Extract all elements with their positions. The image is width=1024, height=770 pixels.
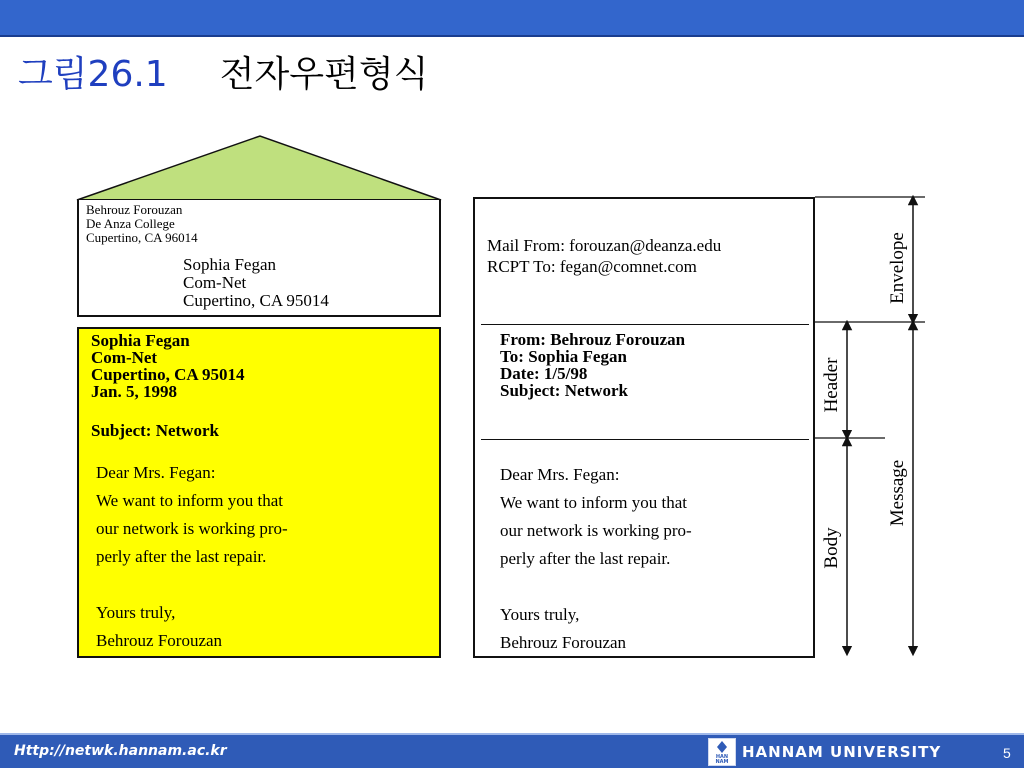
figure-number: 그림26.1 — [18, 54, 168, 95]
letter-heading-line: Sophia Fegan — [91, 331, 190, 350]
footer-bar — [0, 735, 1024, 768]
page-number: 5 — [1003, 745, 1011, 761]
letter-heading-line: Jan. 5, 1998 — [91, 382, 177, 401]
letter-heading-line: Cupertino, CA 95014 — [91, 365, 245, 384]
envelope-line: Mail From: forouzan@deanza.edu — [487, 236, 722, 255]
top-banner — [0, 0, 1024, 35]
body-line: Behrouz Forouzan — [500, 633, 627, 652]
body-line: Dear Mrs. Fegan: — [500, 465, 620, 484]
body-line: perly after the last repair. — [500, 549, 671, 568]
postal-envelope — [77, 199, 441, 317]
envelope-flap — [75, 134, 445, 202]
recipient-line: Cupertino, CA 95014 — [183, 291, 329, 310]
letter-heading — [91, 332, 244, 400]
header-line: To: Sophia Fegan — [500, 347, 627, 366]
footer-url-link[interactable]: Http://netwk.hannam.ac.kr — [14, 743, 227, 759]
top-banner-rule — [0, 35, 1024, 37]
letter-subject: Subject: Network — [91, 421, 219, 440]
header-line: From: Behrouz Forouzan — [500, 330, 686, 349]
email-envelope — [487, 235, 721, 277]
recipient-line: Com-Net — [183, 273, 247, 292]
body-label: Body — [821, 527, 842, 569]
letter-body-line: Behrouz Forouzan — [96, 631, 223, 650]
header-line: Subject: Network — [500, 381, 628, 400]
section-brackets — [815, 190, 935, 665]
university-logo-icon — [708, 738, 736, 766]
letter-body-line: perly after the last repair. — [96, 547, 267, 566]
letter-body-line: our network is working pro- — [96, 519, 288, 538]
body-line — [500, 573, 692, 601]
envelope-header-divider — [481, 324, 809, 325]
body-line: our network is working pro- — [500, 521, 692, 540]
letter-body — [96, 459, 288, 655]
letter-body-line: Yours truly, — [96, 603, 176, 622]
body-line: We want to inform you that — [500, 493, 688, 512]
sender-line: De Anza College — [86, 216, 175, 231]
body-line: Yours truly, — [500, 605, 580, 624]
envelope-line: RCPT To: fegan@comnet.com — [487, 257, 697, 276]
logo-text: NAM — [715, 759, 729, 765]
header-line: Date: 1/5/98 — [500, 364, 588, 383]
recipient-address — [183, 256, 329, 310]
sender-line: Behrouz Forouzan — [86, 202, 183, 217]
letter-body-line: Dear Mrs. Fegan: — [96, 463, 216, 482]
email-body — [500, 461, 692, 657]
email-header — [500, 331, 685, 399]
postal-letter — [77, 327, 441, 658]
sender-address — [86, 203, 198, 245]
message-label: Message — [887, 459, 908, 527]
header-body-divider — [481, 439, 809, 440]
letter-body-line: We want to inform you that — [96, 491, 284, 510]
envelope-label: Envelope — [887, 232, 908, 304]
email-message — [473, 197, 815, 658]
figure-title: 전자우편형식 — [219, 54, 429, 95]
header-label: Header — [821, 357, 842, 413]
university-name: HANNAM UNIVERSITY — [742, 743, 942, 761]
slide-title — [18, 46, 428, 97]
recipient-line: Sophia Fegan — [183, 255, 277, 274]
letter-body-line — [96, 571, 288, 599]
letter-heading-line: Com-Net — [91, 348, 158, 367]
logo-text: HAN — [715, 754, 729, 760]
sender-line: Cupertino, CA 96014 — [86, 230, 198, 245]
